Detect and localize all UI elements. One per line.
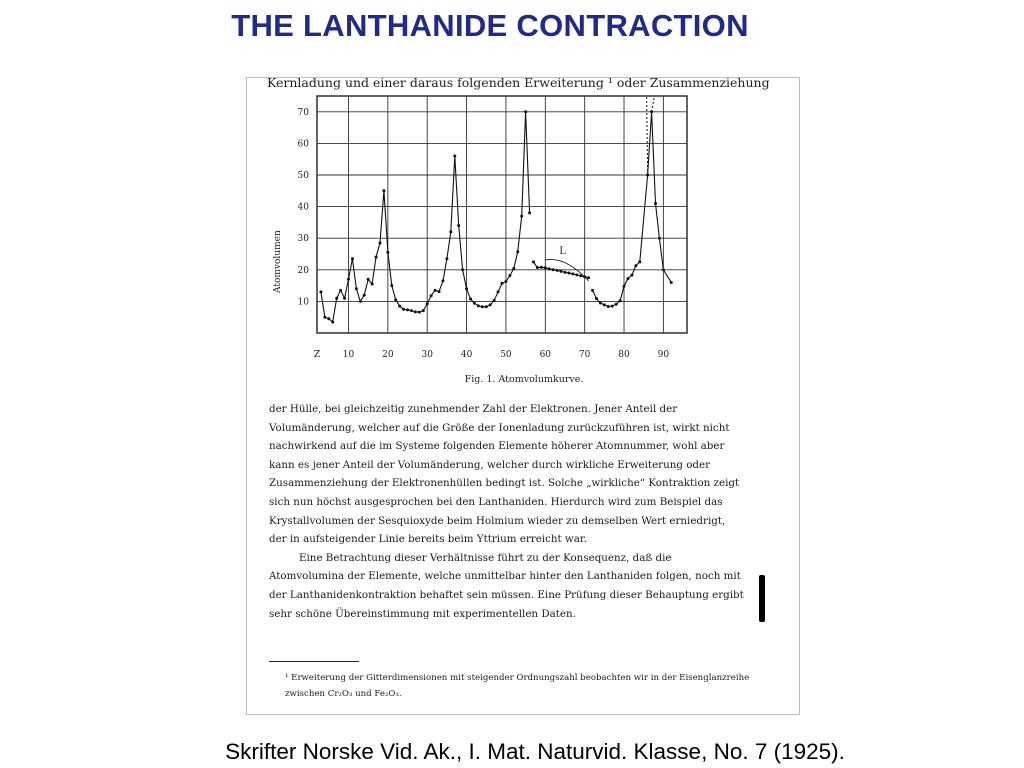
data-point [591,289,594,292]
data-point [394,298,397,301]
data-point [619,299,622,302]
x-tick-label: 60 [539,350,552,360]
data-point [603,303,606,306]
data-point [390,284,393,287]
data-point [327,317,330,320]
data-point [650,110,653,113]
data-point [508,274,511,277]
data-point [398,305,401,308]
data-point [367,278,370,281]
x-tick-label: 80 [618,350,630,360]
data-point [571,272,574,275]
atomic-volume-chart [247,78,800,378]
data-point [418,311,421,314]
data-point [658,237,661,240]
y-tick-label: 70 [297,107,309,118]
data-point [654,202,657,205]
data-point [347,278,350,281]
data-point [552,268,555,271]
data-point [662,268,665,271]
data-point [630,274,633,277]
data-point [634,264,637,267]
data-point [497,290,500,293]
data-point [556,269,559,272]
footnote-rule [269,661,359,662]
data-point [378,241,381,244]
y-tick-label: 20 [297,265,309,276]
y-tick-label: 60 [297,139,309,150]
data-point [489,303,492,306]
x-tick-label: 30 [421,350,433,360]
y-tick-label: 40 [297,202,309,213]
x-axis-label: Z [313,349,321,360]
data-point [540,266,543,269]
chart-series [321,96,671,322]
data-point [623,285,626,288]
data-point [343,297,346,300]
plot-frame [317,96,687,333]
paragraph-1: der Hülle, bei gleichzeitig zunehmender Zahl der Elektronen. Jener Anteil der Volumänderung, welcher auf die Größe der Ionenladung zurückzuführen ist, wirkt nicht nachwirkend auf die im Systeme folgenden Elemente höherer Atomnummer, wohl aber kann es jener Anteil der Volumänderung, welcher durch wirkliche Erweiterung oder Zusammenziehung der Elektronenhüllen bedingt ist. Solche „wirkliche“ Kontraktion zeigt sich nun höchst ausgesprochen bei den Lanthaniden. Hierdurch wird zum Beispiel das Krystallvolumen der Sesquioxyde beim Holmium wieder zu demselben Wert erniedrigt, der in aufsteigender Linie bereits beim Yttrium erreicht war. [269,403,740,546]
data-point [575,273,578,276]
data-point [548,267,551,270]
data-point [434,289,437,292]
data-point [560,270,563,273]
data-point [339,289,342,292]
series-offscale-line [652,96,655,112]
data-point [319,290,322,293]
x-tick-label: 90 [657,350,670,360]
data-point [331,320,334,323]
data-point [532,260,535,263]
data-point [504,280,507,283]
data-point [607,305,610,308]
chart-grid [317,96,687,333]
data-point [536,266,539,269]
x-tick-label: 10 [342,350,355,360]
data-point [611,305,614,308]
data-point [465,287,468,290]
footnote: ¹ Erweiterung der Gitterdimensionen mit steigender Ordnungszahl beobachten wir in der Eisenglanzreihe zwischen Cr₂O₃ und Fe₂O₃. [285,673,750,699]
data-point [359,300,362,303]
data-point [520,215,523,218]
citation: Skrifter Norske Vid. Ak., I. Mat. Naturvid. Klasse, No. 7 (1925). [225,739,845,764]
annotation-label: L [559,246,566,257]
margin-bar-mark [759,575,765,622]
data-point [406,308,409,311]
data-point [646,174,649,177]
data-point [461,268,464,271]
data-point [422,309,425,312]
body-text [269,400,744,623]
data-point [563,271,566,274]
data-point [595,297,598,300]
data-point [512,267,515,270]
data-point [375,256,378,259]
data-point [599,301,602,304]
data-point [410,309,413,312]
data-point [567,271,570,274]
chart-points [319,110,672,323]
x-tick-label: 50 [500,350,512,360]
data-point [501,282,504,285]
data-point [335,297,338,300]
data-point [626,277,629,280]
data-point [441,279,444,282]
x-tick-label: 40 [460,350,473,360]
x-tick-label: 20 [382,350,394,360]
data-point [485,305,488,308]
data-point [449,230,452,233]
data-point [351,257,354,260]
data-point [453,155,456,158]
data-point [473,302,476,305]
data-point [414,310,417,313]
data-point [445,257,448,260]
data-point [457,224,460,227]
slide-title: THE LANTHANIDE CONTRACTION [231,8,749,43]
data-point [587,276,590,279]
data-point [426,302,429,305]
y-tick-label: 50 [297,171,309,181]
data-point [469,297,472,300]
data-point [516,250,519,253]
data-point [386,251,389,254]
scanned-page [246,77,800,715]
figure-caption: Fig. 1. Atomvolumkurve. [464,374,584,385]
x-tick-labels [314,349,670,360]
data-point [363,294,366,297]
y-tick-labels [298,108,310,308]
data-point [477,304,480,307]
data-point [544,266,547,269]
data-point [670,281,673,284]
data-point [402,308,405,311]
scan-header-line: Kernladung und einer daraus folgenden Erweiterung ¹ oder Zusammenziehung [267,77,770,90]
data-point [371,283,374,286]
y-tick-label: 10 [297,297,309,308]
data-point [355,287,358,290]
series-line-3 [593,112,672,307]
data-point [528,211,531,214]
data-point [438,290,441,293]
data-point [493,299,496,302]
y-axis-label: Atomvolumen [273,230,283,293]
paragraph-2: Eine Betrachtung dieser Verhältnisse führt zu der Konsequenz, daß die Atomvolumina der Elemente, welche unmittelbar hinter den Lanthaniden folgen, noch mit der Lanthanidenkontraktion behaftet sein müssen. Eine Prüfung dieser Behauptung ergibt sehr schöne Übereinstimmung mit experimentellen Daten. [269,551,744,620]
y-tick-label: 30 [297,234,309,245]
data-point [430,294,433,297]
data-point [382,189,385,192]
data-point [481,305,484,308]
data-point [323,316,326,319]
series-offscale-line [647,96,648,175]
data-point [524,110,527,113]
x-tick-label: 70 [578,350,591,360]
data-point [638,260,641,263]
data-point [615,303,618,306]
